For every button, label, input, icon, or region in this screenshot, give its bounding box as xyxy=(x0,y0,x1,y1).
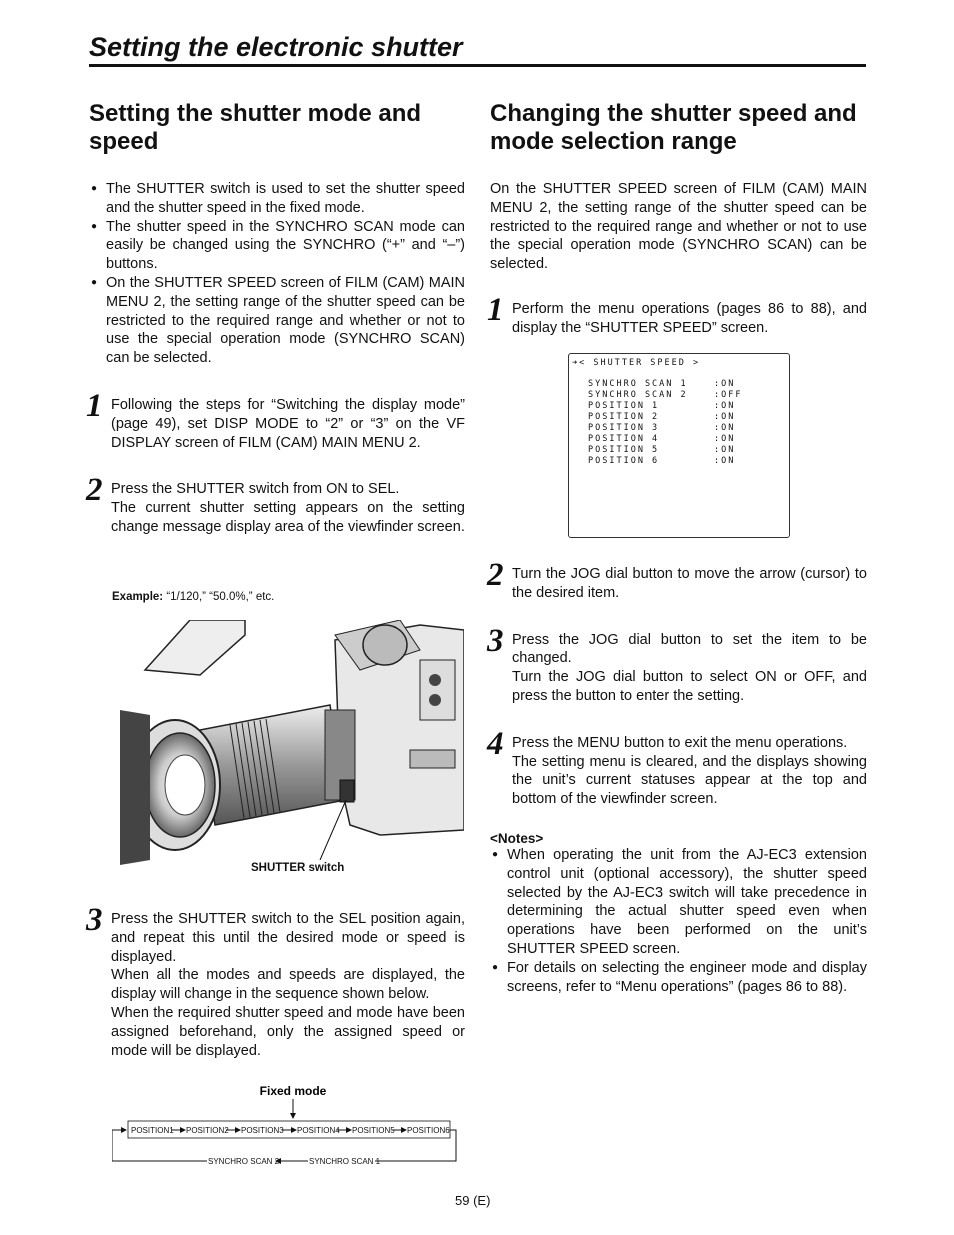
step-text: Turn the JOG dial button to move the arrow (cursor) to the desired item. xyxy=(512,566,867,601)
bullet-item: ● The shutter speed in the SYNCHRO SCAN mode can easily be changed using the SYNCHRO (“+” and “–”) buttons. xyxy=(89,218,465,274)
step-text: Press the SHUTTER switch from ON to SEL. xyxy=(111,481,400,498)
step-text: Press the MENU button to exit the menu operations. xyxy=(512,734,848,751)
menu-value: :ON xyxy=(714,379,736,389)
menu-item: SYNCHRO SCAN 2 xyxy=(588,390,688,400)
step-number: 1 xyxy=(86,387,103,424)
flow-synchro: SYNCHRO SCAN 1 xyxy=(309,1157,381,1165)
note-item: ● When operating the unit from the AJ-EC3 extension control unit (optional accessory), the shutter speed selected by the AJ-EC3 switch will take precedence in determining the actual shutter speed even when operations have been performed on the unit’s SHUTTER SPEED screen. xyxy=(490,846,867,959)
flow-position: POSITION6 xyxy=(407,1126,450,1135)
menu-header-text: < SHUTTER SPEED > xyxy=(579,358,701,368)
step-text: When all the modes and speeds are displayed, the display will change in the sequence shown below. xyxy=(111,967,465,1003)
menu-header xyxy=(572,358,700,368)
example-text: “1/120,” “50.0%,” etc. xyxy=(163,591,275,603)
menu-row xyxy=(588,379,735,389)
bullet-item: ● On the SHUTTER SPEED screen of FILM (CAM) MAIN MENU 2, the setting range of the shutter speed can be restricted to the required range and whether or not to use the special operation mode (SYNCHRO SCAN) can be selected. xyxy=(89,274,465,368)
step-text: Perform the menu operations (pages 86 to 88), and display the “SHUTTER SPEED” screen. xyxy=(512,300,867,336)
step-number: 3 xyxy=(86,902,103,938)
menu-value: :ON xyxy=(714,423,736,433)
camera-illustration xyxy=(120,620,464,885)
left-heading: Setting the shutter mode and speed xyxy=(89,100,422,155)
menu-row xyxy=(588,390,742,400)
left-step-3 xyxy=(86,902,465,1060)
example-note xyxy=(112,591,274,603)
shutter-switch-label: SHUTTER switch xyxy=(251,862,345,874)
menu-value: :ON xyxy=(714,412,736,422)
flow-title: Fixed mode xyxy=(259,1084,327,1098)
menu-value: :OFF xyxy=(714,390,743,400)
shutter-speed-menu-screen xyxy=(568,353,790,538)
page-number: 59 (E) xyxy=(455,1193,491,1208)
flow-synchro: SYNCHRO SCAN 2 xyxy=(208,1157,280,1165)
step-text: Following the steps for “Switching the display mode” (page 49), set DISP MODE to “2” or “3” on the VF DISPLAY screen of FILM (CAM) MAIN MENU 2. xyxy=(111,396,465,451)
example-label: Example: xyxy=(112,591,164,603)
step-number: 4 xyxy=(487,725,504,762)
right-column xyxy=(487,100,867,338)
menu-value: :ON xyxy=(714,401,736,411)
step-number: 2 xyxy=(487,557,504,593)
menu-item: POSITION 3 xyxy=(588,423,660,433)
notes-heading: <Notes> xyxy=(490,830,544,846)
step-number: 1 xyxy=(487,291,504,328)
step-text: Press the SHUTTER switch to the SEL position again, and repeat this until the desired mode or speed is displayed. xyxy=(111,911,465,965)
menu-item: POSITION 1 xyxy=(588,401,660,411)
left-step-1 xyxy=(86,387,465,452)
menu-row xyxy=(588,434,735,444)
right-heading: Changing the shutter speed and mode selection range xyxy=(490,100,857,155)
step-number: 3 xyxy=(487,622,504,659)
menu-item: POSITION 4 xyxy=(588,434,660,444)
menu-item: POSITION 5 xyxy=(588,445,660,455)
right-step-3 xyxy=(487,622,867,706)
step-text: Turn the JOG dial button to select ON or OFF, and press the button to enter the setting. xyxy=(512,669,867,704)
left-bullets xyxy=(89,180,465,368)
bullet-item: ● The SHUTTER switch is used to set the shutter speed and the shutter speed in the fixed mode. xyxy=(89,180,465,218)
flow-position: POSITION5 xyxy=(352,1126,395,1135)
step-text: When the required shutter speed and mode have been assigned beforehand, only the assigned speed or mode will be displayed. xyxy=(111,1004,465,1059)
menu-item: POSITION 6 xyxy=(588,456,660,466)
menu-row xyxy=(588,456,735,466)
step-text: The current shutter setting appears on the setting change message display area of the viewfinder screen. xyxy=(111,500,465,535)
menu-item: POSITION 2 xyxy=(588,412,660,422)
menu-row xyxy=(588,445,735,455)
left-column xyxy=(86,100,465,537)
step-number: 2 xyxy=(86,472,103,509)
left-column-lower xyxy=(86,902,465,1060)
menu-value: :ON xyxy=(714,434,736,444)
note-item: ● For details on selecting the engineer mode and display screens, refer to “Menu operations” (pages 86 to 88). xyxy=(490,959,867,997)
shutter-sequence-diagram xyxy=(112,1080,458,1165)
flow-position: POSITION4 xyxy=(297,1126,340,1135)
left-step-2 xyxy=(86,472,465,536)
right-column-lower xyxy=(487,557,867,996)
right-intro: On the SHUTTER SPEED screen of FILM (CAM) MAIN MENU 2, the setting range of the shutter speed can be restricted to the required range and whether or not to use the special operation mode (SYNCHRO SCAN) can be selected. xyxy=(490,181,867,273)
flow-position: POSITION2 xyxy=(186,1126,229,1135)
right-step-2 xyxy=(487,557,867,603)
menu-row xyxy=(588,412,735,422)
arrow-cursor-icon: ➜ xyxy=(572,358,580,368)
step-text: The setting menu is cleared, and the displays showing the unit’s current statuses appear at the top and bottom of the viewfinder screen. xyxy=(512,753,867,808)
notes-list xyxy=(490,846,867,996)
menu-item: SYNCHRO SCAN 1 xyxy=(588,379,688,389)
step-text: Press the JOG dial button to set the item to be changed. xyxy=(512,631,867,667)
menu-value: :ON xyxy=(714,445,736,455)
flow-position: POSITION1 xyxy=(131,1126,174,1135)
menu-row xyxy=(588,401,735,411)
right-step-1 xyxy=(487,291,867,338)
page-title: Setting the electronic shutter xyxy=(89,32,463,62)
menu-row xyxy=(588,423,735,433)
flow-position: POSITION3 xyxy=(241,1126,284,1135)
title-rule xyxy=(89,64,866,67)
menu-value: :ON xyxy=(714,456,736,466)
right-step-4 xyxy=(487,725,867,809)
